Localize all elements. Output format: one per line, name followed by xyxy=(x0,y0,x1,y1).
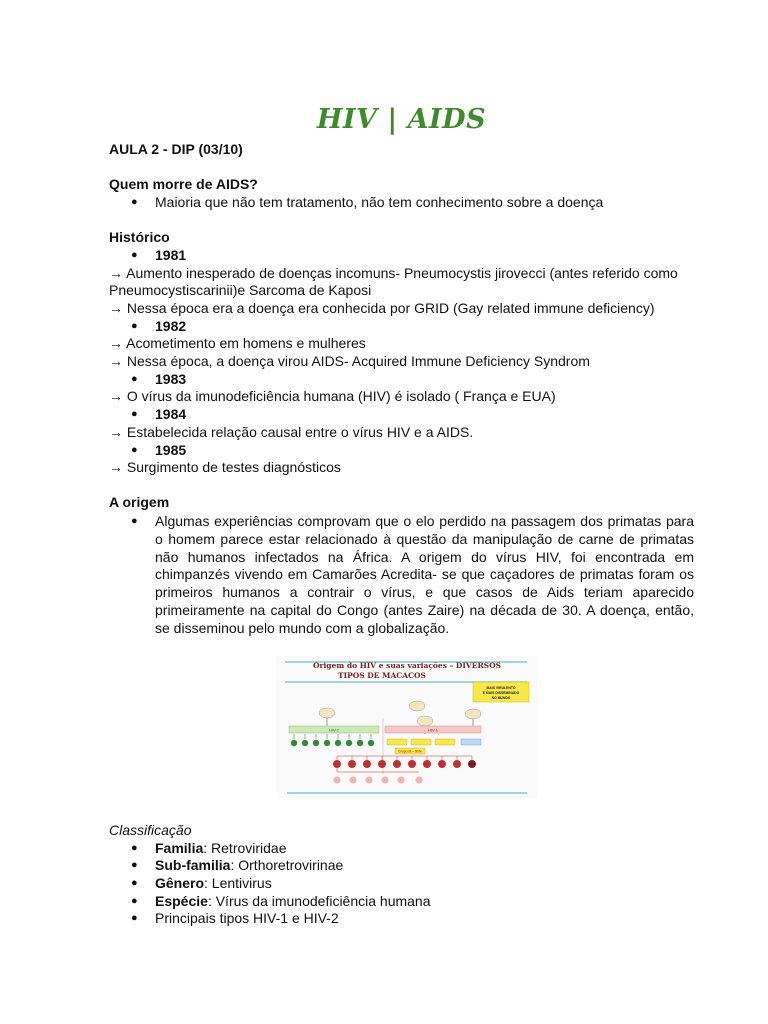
section-heading-history: Histórico xyxy=(109,229,170,245)
bullet-dot: ● xyxy=(131,320,138,332)
bullet-dot: ● xyxy=(131,373,138,385)
list-item: Maioria que não tem tratamento, não tem conhecimento sobre a doença xyxy=(155,194,604,210)
hiv-origin-diagram xyxy=(277,656,537,798)
history-line: → Surgimento de testes diagnósticos xyxy=(109,459,341,475)
history-line: Pneumocystiscarinii)e Sarcoma de Kaposi xyxy=(109,282,372,298)
hiv2-label: HIV-2 xyxy=(328,727,340,733)
figure-note: MAIS VIRULENTO xyxy=(486,686,516,690)
hiv1-label: HIV-1 xyxy=(427,727,439,733)
section-heading-who-dies: Quem morre de AIDS? xyxy=(109,176,258,192)
history-line: → Nessa época, a doença virou AIDS- Acquired Immune Deficiency Syndrom xyxy=(109,353,590,369)
document-title: HIV | AIDS xyxy=(316,104,487,135)
year-1982: 1982 xyxy=(155,318,187,334)
figure-title-line2: TIPOS DE MACACOS xyxy=(338,671,426,680)
classification-item: Sub-familia: Orthoretrovirinae xyxy=(155,857,344,873)
bullet-dot: ● xyxy=(131,859,138,871)
bullet-dot: ● xyxy=(131,196,138,208)
group-m-label: Grupo M – 90% xyxy=(398,749,422,754)
history-line: → Aumento inesperado de doenças incomuns- Pneumocystis jirovecci (antes referido como xyxy=(109,265,678,281)
classification-item: Espécie: Vírus da imunodeficiência humana xyxy=(155,893,431,909)
section-heading-classification: Classificação xyxy=(109,822,192,838)
bullet-dot: ● xyxy=(131,877,138,889)
svg-text:NO MUNDO: NO MUNDO xyxy=(491,696,511,700)
class-info: AULA 2 - DIP (03/10) xyxy=(109,141,243,157)
bullet-dot: ● xyxy=(131,895,138,907)
classification-item: Principais tipos HIV-1 e HIV-2 xyxy=(155,910,339,926)
hiv-origin-figure xyxy=(277,656,537,798)
year-1985: 1985 xyxy=(155,442,187,458)
year-1981: 1981 xyxy=(155,247,187,263)
classification-item: Familia: Retroviridae xyxy=(155,840,287,856)
bullet-dot: ● xyxy=(131,249,138,261)
history-line: → Nessa época era a doença era conhecida por GRID (Gay related immune deficiency) xyxy=(109,300,655,316)
history-line: → O vírus da imunodeficiência humana (HIV) é isolado ( França e EUA) xyxy=(109,388,556,404)
history-line: → Acometimento em homens e mulheres xyxy=(109,335,366,351)
year-1983: 1983 xyxy=(155,371,187,387)
bullet-dot: ● xyxy=(131,912,138,924)
figure-title-line1: Origem do HIV e suas variações – DIVERSOS xyxy=(312,661,502,670)
origin-paragraph: Algumas experiências comprovam que o elo perdido na passagem dos primatas para o homem parece estar relacionado à questão da manipulação de carne de primatas não humanos infectados na África. A origem do vírus HIV, foi encontrada em chimpanzés vivendo em Camarões Acredita- se que caçadores de primatas foram os primeiros humanos a contrair o vírus, e que casos de Aids teriam aparecido primeiramente na capital do Congo (antes Zaire) na década de 30. A doença, então, se disseminou pelo mundo com a globalização. xyxy=(155,513,694,636)
bullet-dot: ● xyxy=(131,515,138,527)
section-heading-origin: A origem xyxy=(109,494,170,510)
bullet-dot: ● xyxy=(131,842,138,854)
classification-item: Gênero: Lentivirus xyxy=(155,875,272,891)
bullet-dot: ● xyxy=(131,408,138,420)
history-line: → Estabelecida relação causal entre o vírus HIV e a AIDS. xyxy=(109,424,474,440)
svg-text:E MAIS DISSEMINADO: E MAIS DISSEMINADO xyxy=(482,691,520,695)
year-1984: 1984 xyxy=(155,406,187,422)
bullet-dot: ● xyxy=(131,444,138,456)
